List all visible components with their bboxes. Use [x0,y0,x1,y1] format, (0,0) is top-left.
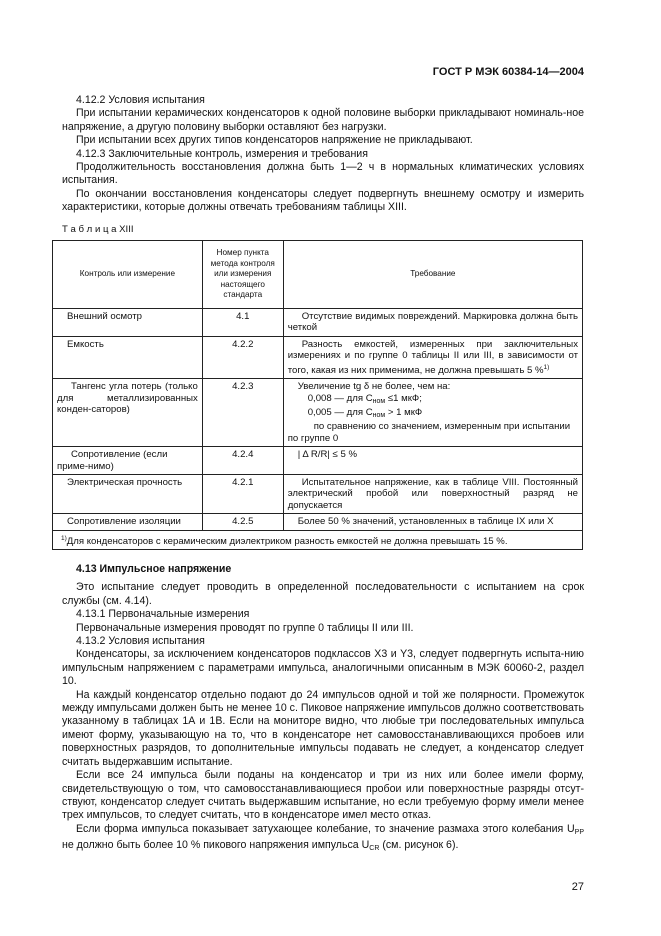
section-4-13 [62,563,584,856]
table-cell: Емкость [53,336,203,378]
subscript: ном [372,412,386,420]
column-header: Номер пункта метода контроля или измерения настоящего стандарта [202,241,283,309]
cell-text: > 1 мкФ [387,407,423,419]
table-cell: 4.2.5 [202,514,283,530]
subscript: PP [574,828,584,836]
table-row [53,379,583,447]
footnote-row [53,530,583,550]
footnote-mark: 1) [61,534,67,542]
subsection-heading: 4.13.2 Условия испытания [76,635,205,648]
table-row [53,447,583,475]
paragraph: На каждый конденсатор отдельно подают до 24 импульсов одной и той же полярности. Промежуток между импульсами должен быть не менее 10 с. Пиковое напряжение импульсов должно соответствовать указанному в таблицах 1А и 1В. Если на мониторе видно, что любые три последовательных импульса имеют форму, указывающую на то, что в конденсаторе нет самовосстанавливающихся пробоев или поверхностных разрядов, то дополнительные импульсы подавать не следует, а конденсатор следует считать выдержавшим испытание. [62,688,584,768]
table-xiii [52,240,578,550]
table-cell: Сопротивление (если приме-нимо) [53,447,203,475]
table-cell: 4.2.2 [202,336,283,378]
cell-text: ≤1 мкФ; [387,392,422,404]
table-cell: Испытательное напряжение, как в таблице VIII. Постоянный электрический пробой или поверхностный разряд не допускается [283,475,582,514]
subscript: CR [369,845,380,853]
table-row [53,309,583,337]
cell-line: Увеличение tg δ не более, чем на: [297,381,451,393]
table-cell: | Δ R/R| ≤ 5 % [283,447,582,475]
footnote [53,530,583,550]
table-cell: 4.2.4 [202,447,283,475]
paragraph: При испытании всех других типов конденсаторов напряжение не прикладывают. [76,134,473,147]
column-header: Контроль или измерение [53,241,203,309]
document-header: ГОСТ Р МЭК 60384-14—2004 [432,66,584,78]
cell-text: 0,008 — для C [307,392,373,404]
table-caption: Т а б л и ц а XIII [62,224,134,235]
page-number: 27 [571,881,584,893]
table-cell: Электрическая прочность [53,475,203,514]
text: не должно быть более 10 % пикового напряжения импульса U [62,839,370,852]
table-row [53,336,583,378]
section-heading: 4.12.2 Условия испытания [76,94,205,106]
paragraph: При испытании керамических конденсаторов к одной половине выборки прикладывают номиналь-ное напряжение, а другую половину выборки оставляют без нагрузки. [62,107,584,133]
paragraph: Первоначальные измерения проводят по группе 0 таблицы II или III. [76,621,414,634]
table-cell: Сопротивление изоляции [53,514,203,530]
cell-line [288,407,578,421]
text: (см. рисунок 6). [379,839,459,852]
section-heading: 4.13 Импульсное напряжение [76,563,232,575]
cell-text: 0,005 — для C [307,407,373,419]
cell-line: по сравнению со значением, измеренным при испытании по группе 0 [287,421,571,444]
table-cell [283,379,582,447]
section-4-12-2 [62,94,584,215]
paragraph: Это испытание следует проводить в определенной последовательности с испытанием на срок службы (см. 4.14). [62,581,584,607]
table-row [53,514,583,530]
paragraph [62,823,584,856]
text: Если форма импульса показывает затухающее колебание, то значение размаха этого колебания U [76,822,575,835]
footnote-text: Для конденсаторов с керамическим диэлектриком разность емкостей не должна превышать 15 %. [66,535,508,547]
table-row [53,475,583,514]
footnote-ref: 1) [543,363,550,371]
table-cell: 4.2.1 [202,475,283,514]
table-cell: 4.2.3 [202,379,283,447]
table-cell: Более 50 % значений, установленных в таблице IX или X [283,514,582,530]
paragraph: По окончании восстановления конденсаторы следует подвергнуть внешнему осмотру и измерить характеристики, которые должны отвечать требованиям таблицы XIII. [62,187,584,214]
table-cell [283,336,582,378]
paragraph: Продолжительность восстановления должна быть 1—2 ч в нормальных климатических условиях испытания. [62,161,584,187]
column-header: Требование [283,241,582,309]
table-cell: Тангенс угла потерь (только для металлизированных конден-саторов) [53,379,203,447]
table-cell: Внешний осмотр [53,309,203,337]
section-heading: 4.12.3 Заключительные контроль, измерения и требования [76,147,368,160]
paragraph: Если все 24 импульса были поданы на конденсатор и три из них или более имели форму, свидетельствующую о том, что самовосстанавливающиеся пробои или поверхностные разряды отсут-ствуют, конденсатор следует считать выдержавшим испытание, но если требуемую форму имели менее трех импульсов, то следует считать, что в конденсаторе имел место отказ. [62,769,584,822]
paragraph: Конденсаторы, за исключением конденсаторов подклассов X3 и Y3, следует подвергнуть испыта-нию импульсным напряжением с параметрами импульса, аналогичными описанным в МЭК 60060-2, раздел 10. [62,648,584,688]
subsection-heading: 4.13.1 Первоначальные измерения [76,608,250,621]
table-cell: Отсутствие видимых повреждений. Маркировка должна быть четкой [283,309,582,337]
cell-text: Разность емкостей, измеренных при заключительных измерениях и по группе 0 таблицы II или III, в зависимости от того, какая из них применима, не должна превышать 5 % [287,338,578,376]
subscript: ном [372,397,386,405]
cell-line [288,393,578,407]
table-cell: 4.1 [202,309,283,337]
